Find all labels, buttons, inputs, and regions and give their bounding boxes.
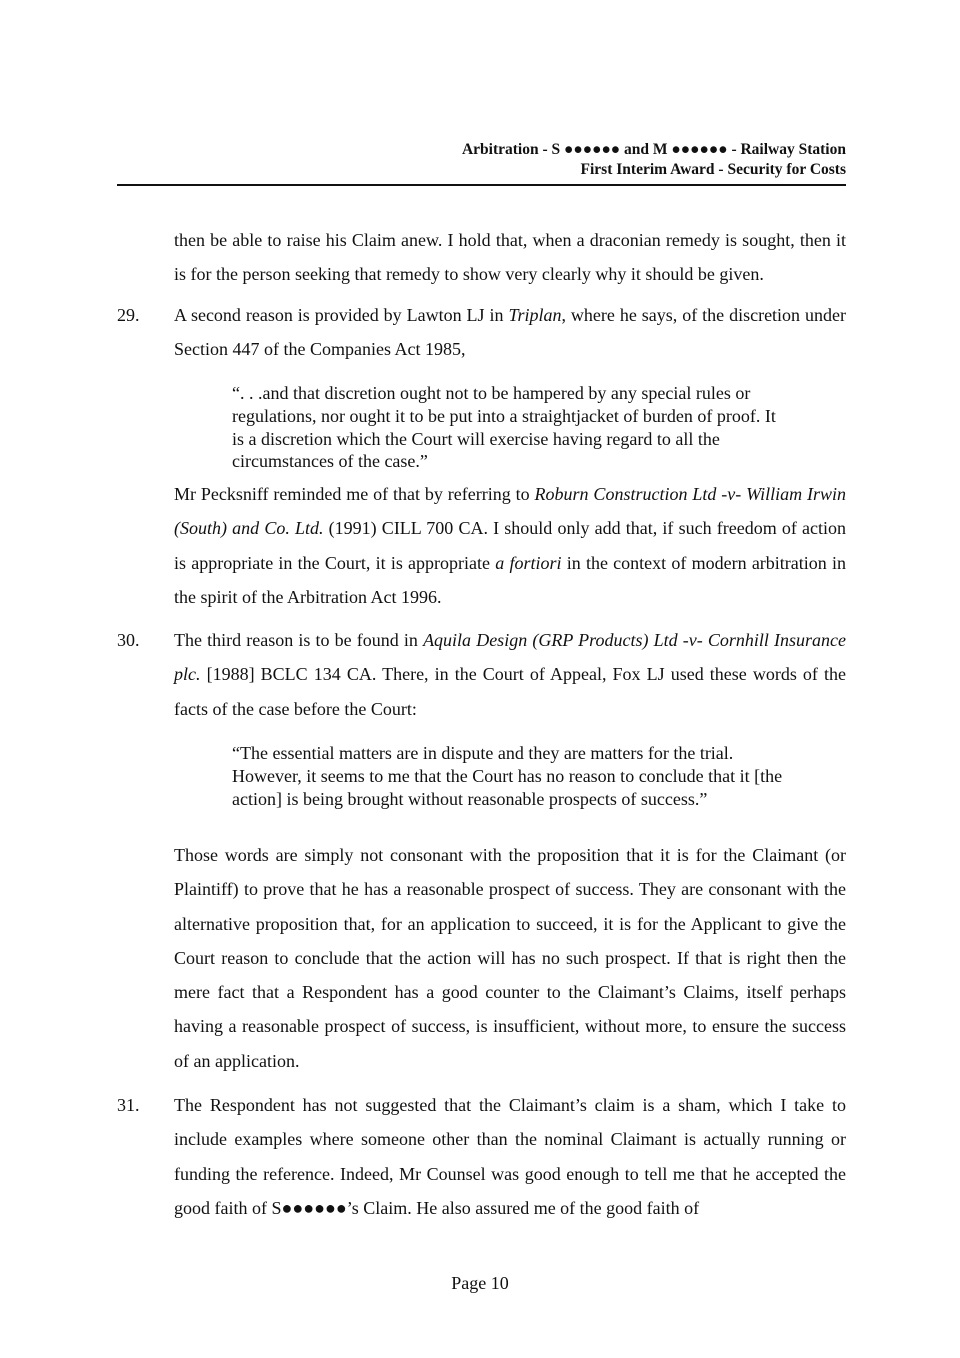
para-30-after: Those words are simply not consonant with the proposition that it is for the Claimant (or Plaintiff) to prove that he has a reasonable prospect of success. They are consonant with the alternative proposition that, for an application to succeed, it is for the Applicant to give the Court reason to conclude that the action will has no such prospect. If that is right then the mere fact that a Respondent has a good counter to the Claimant’s Claims, itself perhaps having a reasonable prospect of success, is insufficient, without more, to ensure the success of an application. [174,845,846,1071]
para-30-intro-a: The third reason is to be found in [174,630,424,650]
running-header [117,140,846,180]
para-30-number: 30. [117,630,140,650]
para-29-intro-b: , where he says, of the discretion under Section 447 of the Companies Act 1985, [174,305,846,360]
para-30-case-name: Aquila Design (GRP Products) Ltd -v- Cornhill Insurance plc. [174,630,846,685]
para-30-continuation [174,838,846,1078]
continuation-text: then be able to raise his Claim anew. I hold that, when a draconian remedy is sought, then it is for the person seeking that remedy to show very clearly why it should be given. [174,230,846,285]
para-29-after-c: in the context of modern arbitration in the spirit of the Arbitration Act 1996. [174,552,847,607]
para-29-after-case: Roburn Construction Ltd -v- William Irwin (South) and Co. Ltd. [174,484,846,539]
para-29-continuation [174,477,846,614]
para-30-intro-b: [1988] BCLC 134 CA. There, in the Court of Appeal, Fox LJ used these words of the facts of the case before the Court: [174,664,846,719]
para-31-number: 31. [117,1095,140,1115]
header-rule [117,184,846,186]
para-29-latin-term: a fortiori [495,552,562,573]
para-31 [174,1088,846,1225]
header-title-line: Arbitration - S ●●●●●● and M ●●●●●● - Railway Station [461,141,846,158]
para-29-intro-a: A second reason is provided by Lawton LJ in [174,305,509,325]
para-30-quote: “The essential matters are in dispute and they are matters for the trial. However, it seems to me that the Court has no reason to conclude that it [the action] is being brought without reasonable prospects of success.” [232,743,783,809]
para-29-case-name: Triplan [508,305,562,325]
para-29-after-a: Mr Pecksniff reminded me of that by referring to [174,484,535,504]
para-29-intro [174,298,846,367]
para-30-intro [174,623,846,726]
para-29-after-b: (1991) CILL 700 CA. I should only add that, if such freedom of action is appropriate in the Court, it is appropriate [174,518,846,573]
continuation-paragraph [174,223,846,292]
para-29-number: 29. [117,305,140,325]
para-31-text: The Respondent has not suggested that the Claimant’s claim is a sham, which I take to include examples where someone other than the nominal Claimant is actually running or funding the reference. Indeed, Mr Counsel was good enough to tell me that he accepted the good faith of S●●●●●●’s Claim. He also assured me of the good faith of [174,1095,846,1218]
page-number: Page 10 [451,1273,509,1293]
header-subtitle-line: First Interim Award - Security for Costs [580,161,846,178]
para-29-quote: “. . .and that discretion ought not to be hampered by any special rules or regulations, nor ought it to be put into a straightjacket of burden of proof. It is a discretion which the Court will exercise having regard to all the circumstances of the case.” [232,383,776,472]
